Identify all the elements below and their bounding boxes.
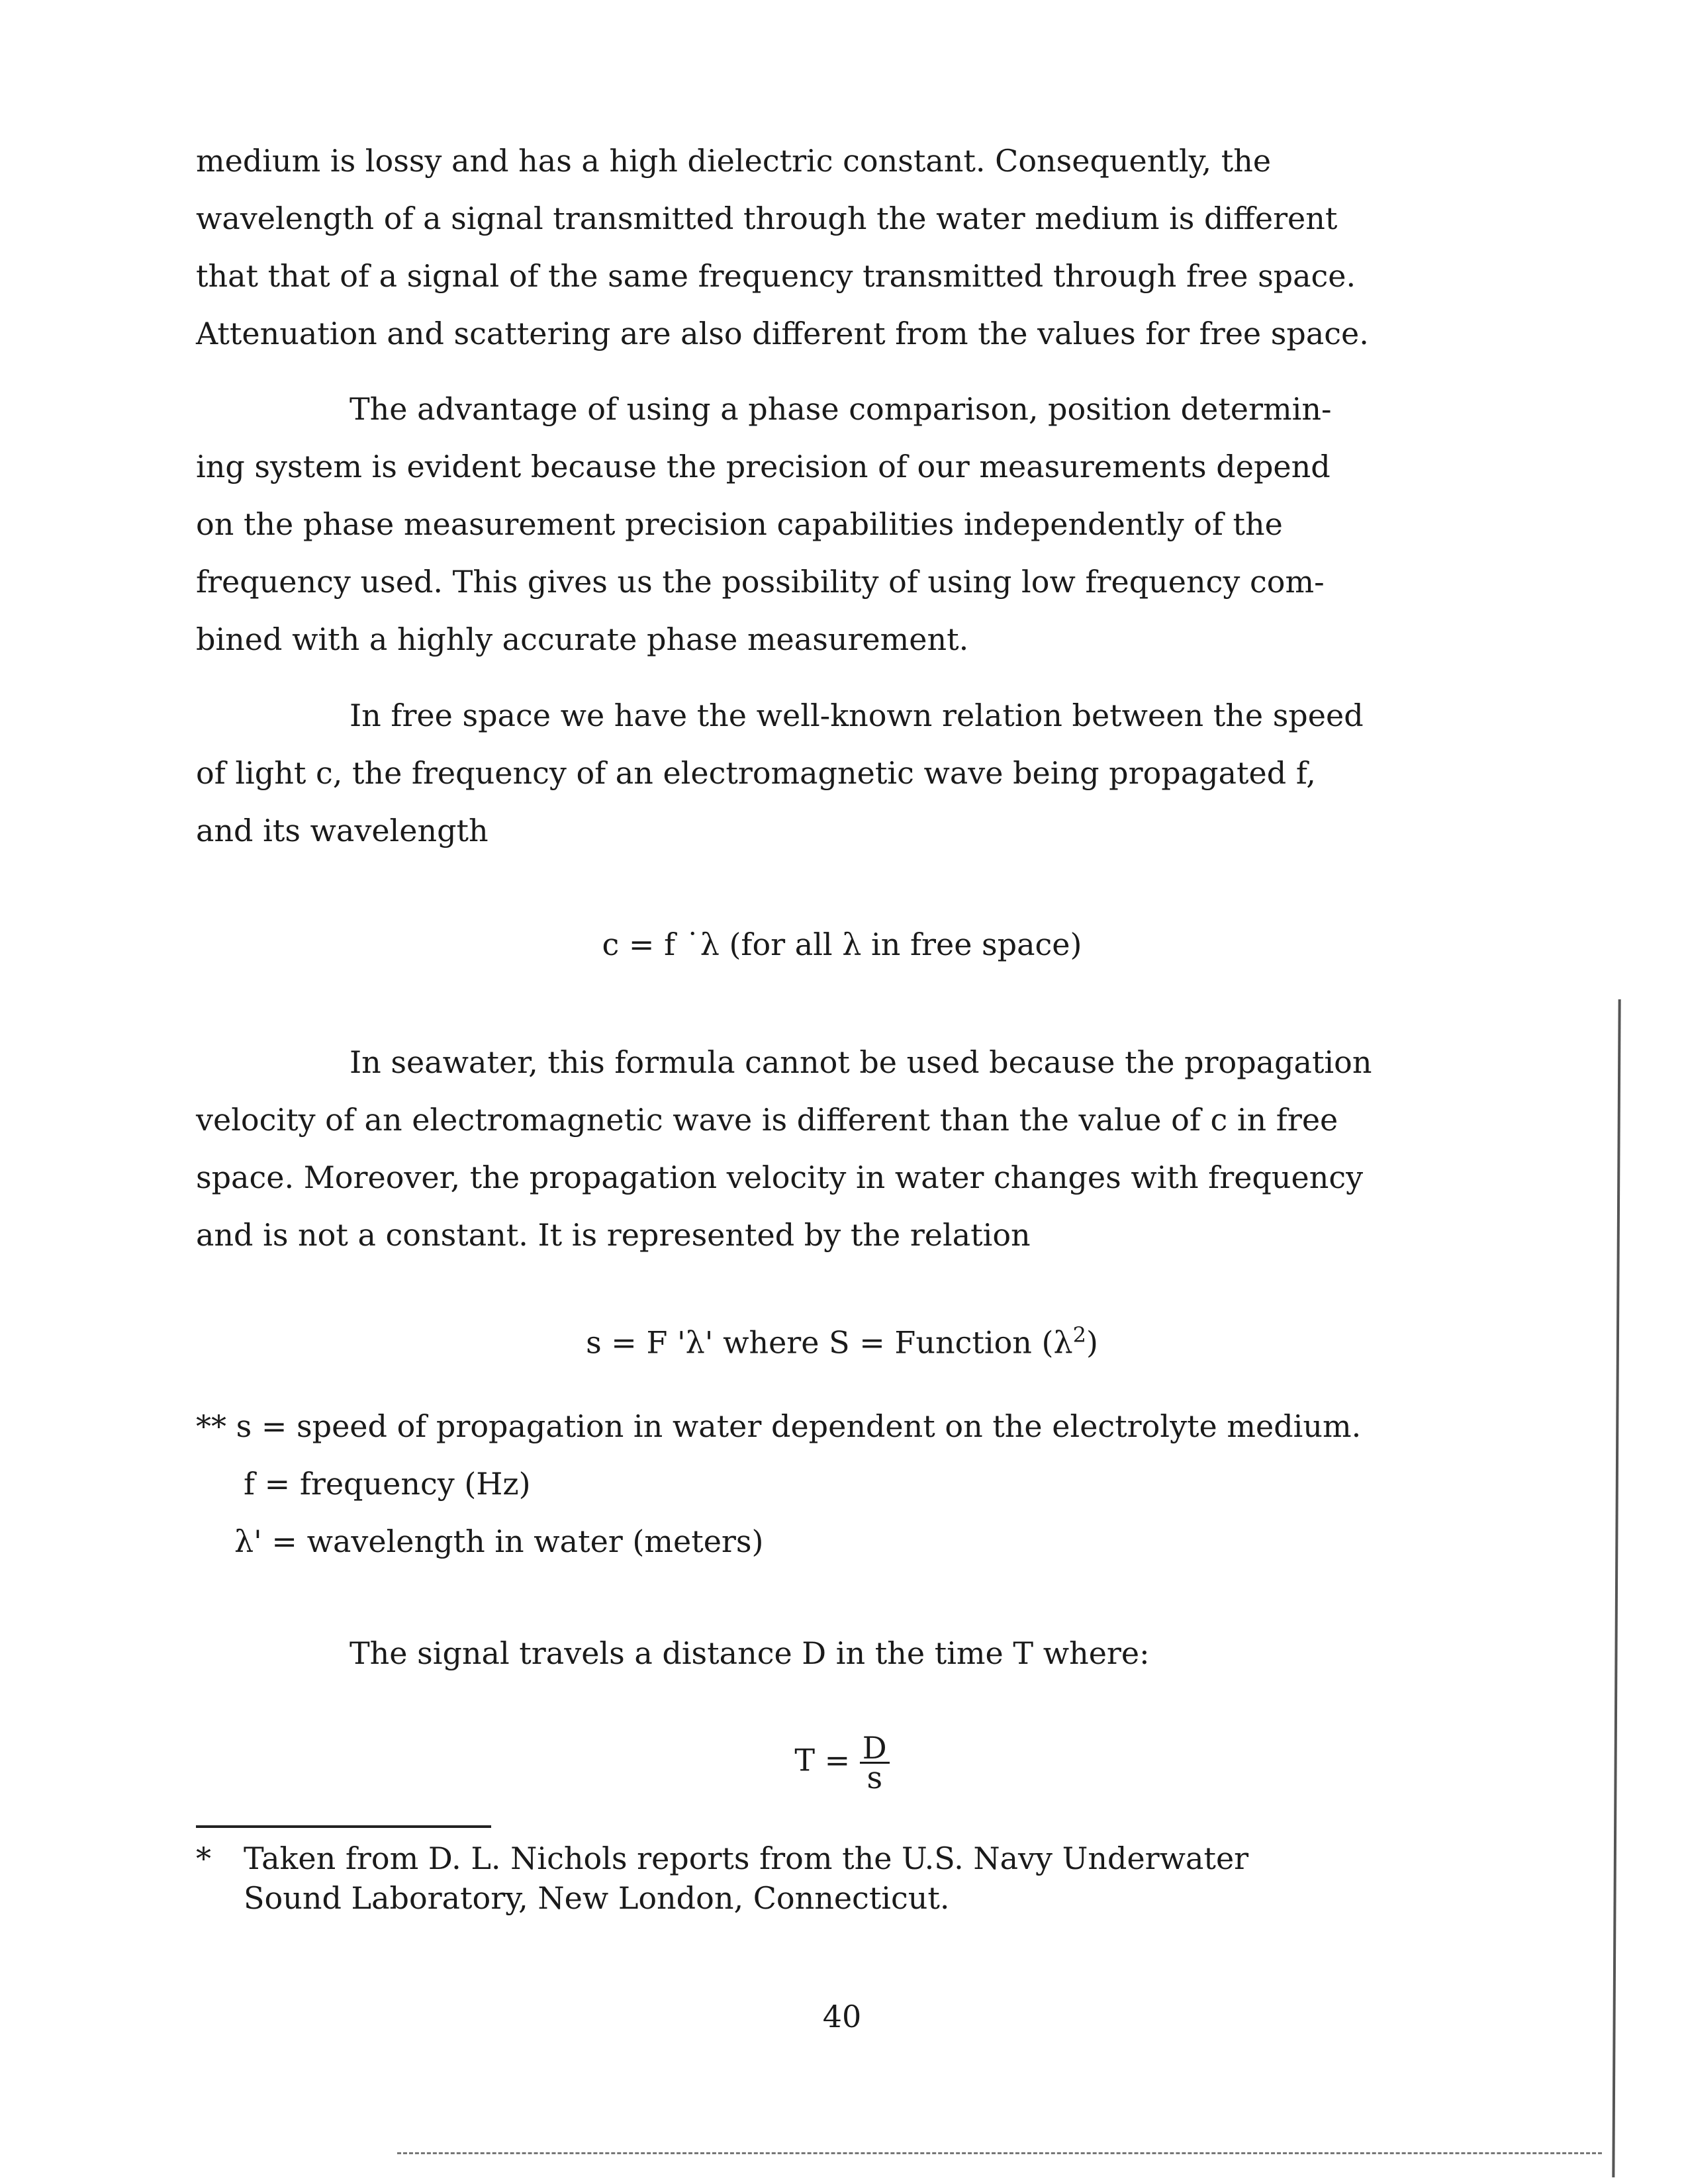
paragraph-signal-travel — [196, 1625, 1520, 1682]
formula-close: ) — [1086, 1324, 1098, 1361]
page-number: 40 — [822, 1999, 862, 2034]
text-line: on the phase measurement precision capabilities independently of the — [196, 506, 1283, 542]
paragraph-dielectric — [196, 132, 1520, 363]
text-line: In seawater, this formula cannot be used because the propagation — [350, 1044, 1372, 1080]
text-line: The advantage of using a phase comparison, position determin- — [350, 391, 1332, 427]
paragraph-phase-comparison — [196, 381, 1520, 668]
definition-s: ** s = speed of propagation in water dependent on the electrolyte medium. — [196, 1408, 1362, 1444]
text-line: that that of a signal of the same frequency transmitted through free space. — [196, 258, 1356, 294]
text-line: of light c, the frequency of an electromagnetic wave being propagated f, — [196, 755, 1316, 791]
formula-time — [0, 1730, 1684, 1796]
paragraph-free-space — [196, 687, 1520, 860]
scan-bottom-edge — [397, 2152, 1602, 2156]
text-line: bined with a highly accurate phase measurement. — [196, 621, 969, 657]
formula-lhs: T = — [794, 1742, 851, 1778]
text-line: Attenuation and scattering are also different from the values for free space. — [196, 316, 1369, 351]
fraction-numerator: D — [860, 1734, 890, 1764]
text-line: space. Moreover, the propagation velocity in water changes with frequency — [196, 1160, 1364, 1195]
text-line: medium is lossy and has a high dielectric constant. Consequently, the — [196, 143, 1272, 179]
fraction — [860, 1730, 890, 1796]
text-line: ing system is evident because the precision of our measurements depend — [196, 449, 1331, 484]
text-line: velocity of an electromagnetic wave is different than the value of c in free — [196, 1102, 1338, 1138]
footnote-divider — [196, 1825, 491, 1828]
paragraph-seawater — [196, 1034, 1520, 1264]
text-line: frequency used. This gives us the possibility of using low frequency com- — [196, 564, 1325, 600]
footnote-line: Sound Laboratory, New London, Connecticut. — [244, 1880, 950, 1916]
text-line: In free space we have the well-known relation between the speed — [350, 698, 1364, 733]
text-line: and its wavelength — [196, 813, 489, 848]
definition-lambda: λ' = wavelength in water (meters) — [234, 1524, 764, 1559]
definition-f: f = frequency (Hz) — [244, 1466, 531, 1502]
text-line: and is not a constant. It is represented by the relation — [196, 1217, 1031, 1253]
fraction-denominator: s — [866, 1760, 883, 1796]
formula-superscript: 2 — [1072, 1322, 1086, 1347]
formula-seawater — [0, 1322, 1684, 1360]
text-line: wavelength of a signal transmitted through the water medium is different — [196, 201, 1338, 236]
formula-free-space: c = f ˙λ (for all λ in free space) — [602, 927, 1082, 962]
footnote-line: Taken from D. L. Nichols reports from the U.S. Navy Underwater — [244, 1841, 1249, 1876]
footnote-marker: * — [196, 1841, 211, 1876]
text-line: The signal travels a distance D in the time T where: — [350, 1635, 1150, 1671]
formula-main: s = F 'λ' where S = Function (λ — [586, 1324, 1073, 1361]
